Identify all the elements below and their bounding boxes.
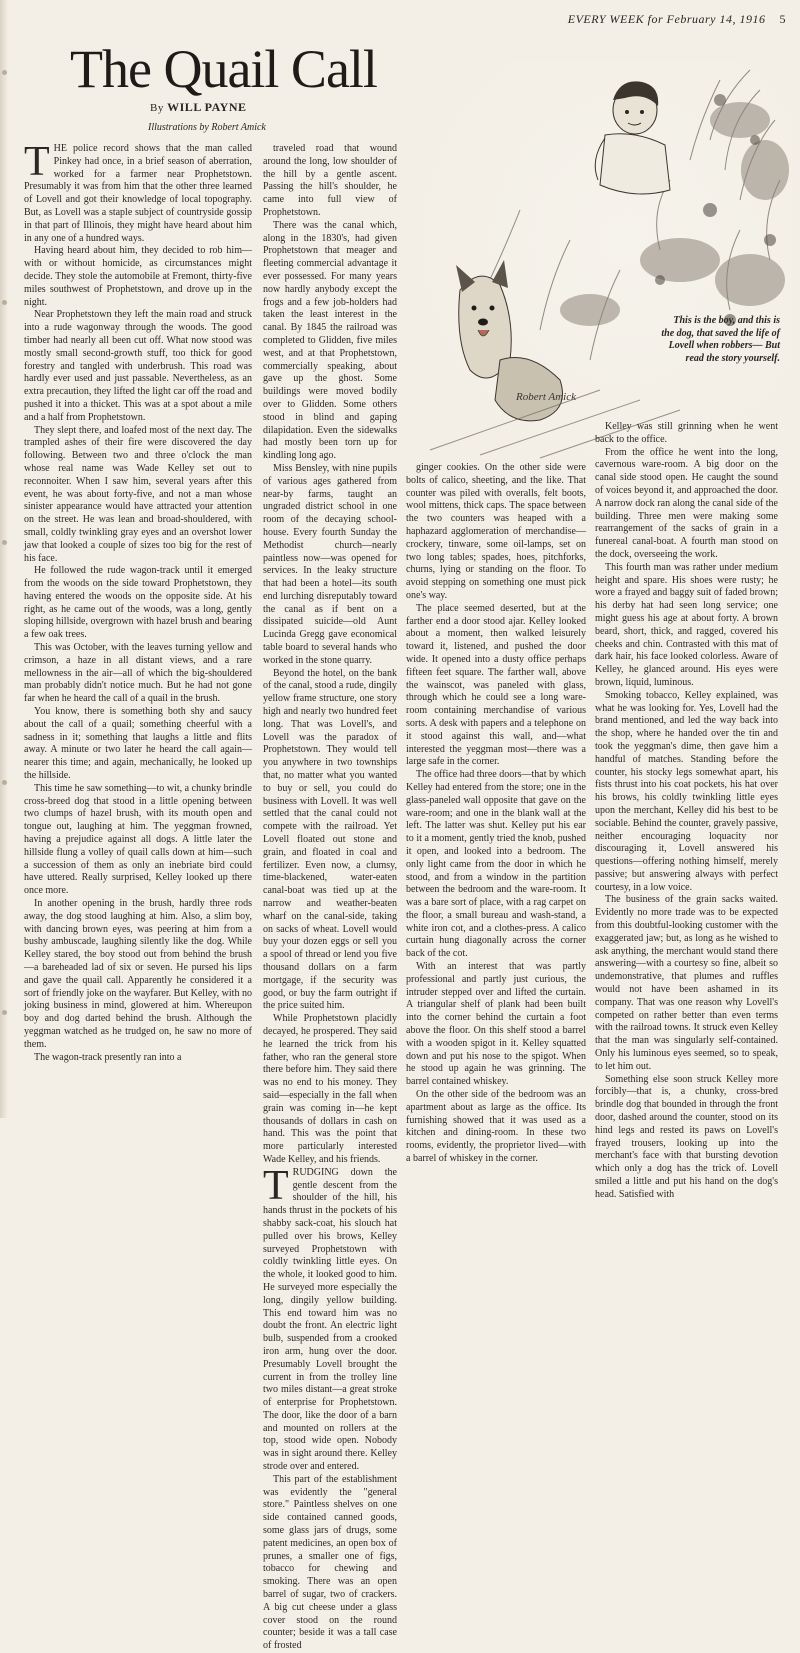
binding-hole (2, 1010, 7, 1015)
illustrator-credit: Illustrations by Robert Amick (148, 122, 266, 133)
paragraph: In another opening in the brush, hardly three rods away, the dog stood laughing at him. Also, a slim boy, with dancing brown eyes, was peering at him from a bushy ambuscade, laughing silently like the dog. While Kelley stared, the boy stood out from behind the brush—a bareheaded lad of six or seven. He pursed his lips and gave the quail call. Apparently he considered it a sort of friendly joke on the wayfarer. But Kelley, with no joking business in mind, glowered at him. Whereupon boy and dog darted behind the brush. Although the yeggman watched as he trudged on, he saw no more of them. (24, 898, 252, 1050)
drop-cap: T (263, 1162, 289, 1209)
paragraph: This was October, with the leaves turning yellow and crimson, a haze in all distant views, and a rare mellowness in the air—all of which the big-shouldered man probably didn't notice much. But he had not gone far when he heard the call of a quail in the brush. (24, 642, 252, 705)
text-column-3 (406, 462, 586, 1165)
binding-hole (2, 780, 7, 785)
paragraph: Having heard about him, they decided to rob him—with or without homicide, as circumstances might decide. They stole the automobile at Fremont, thirty-five miles southwest of Prophetstown, and drove up in the night. (24, 245, 252, 308)
paragraph: The wagon-track presently ran into a (34, 1051, 182, 1063)
binding-edge (0, 0, 8, 1118)
illustration-caption: This is the boy, and this is the dog, that saved the life of Lovell when robbers— But read the story yourself. (661, 315, 780, 364)
paragraph: You know, there is something both shy and saucy about the call of a quail; something cheerful with a sadness in it; something that laughs a little and flits away. A minute or two later he heard the call again—nearer this time; and again, mechanically, he looked up the hillside. (24, 706, 252, 782)
binding-hole (2, 70, 7, 75)
text-column-2 (263, 143, 397, 1652)
artist-signature: Robert Amick (516, 391, 576, 403)
paragraph: Kelley was still grinning when he went back to the office. (595, 421, 778, 445)
paragraph: This time he saw something—to wit, a chunky brindle cross-breed dog that stood in a little opening between two clumps of hazel brush, with its mouth open and tongue out, laughing at him. The yeggman frowned, having a prejudice against all dogs. A little later the hillside flung a volley of quail calls down at him—such a succession of them as only an inebriate bird could have uttered. Really surprised, Kelley looked up there once more. (24, 782, 252, 897)
paragraph: The place seemed deserted, but at the farther end a door stood ajar. Kelley looked about a moment, then walked leisurely toward it, listened, and pushed the door wide. It opened into a dusty office perhaps fifteen feet square. The farther wall, above the wainscot, was paneled with glass, through which he could see a long ware-room containing merchandise of various sorts. A desk with papers and a telephone on it stood against this wall, and—what interested the yeggman most—there was a large safe in the corner. (406, 602, 586, 768)
magazine-issue: EVERY WEEK for February 14, 1916 (567, 12, 766, 26)
byline (150, 100, 247, 115)
drop-cap: T (24, 139, 50, 185)
paragraph: On the other side of the bedroom was an apartment about as large as the office. Its furnishing showed that it was used as a kitchen and dining-room. In these two rooms, evidently, the proprietor lived—with a barrel of whiskey in the corner. (406, 1089, 586, 1165)
paragraph: Beyond the hotel, on the bank of the canal, stood a rude, dingily yellow frame structure, one story high and nearly two hundred feet long. That was Lovell's, and Lovell was the paradox of Prophetstown. They would tell you anywhere in two townships that, no matter what you wanted to buy or sell, you could do business with Lovell. It was well settled that the canal could not compete with the railroad. Yet Lovell floated out stone and grain, and floated in coal and fertilizer. Even now, a clumsy, time-blackened, water-eaten canal-boat was tied up at the narrow and weather-beaten wharf on the canal-side, taking on sacks of wheat. Lovell would buy your dozen eggs or sell you a spool of thread or lend you five thousand dollars on a farm mortgage, if the security was good, or buy the farm outright if the price suited him. (263, 667, 397, 1012)
paragraph: Near Prophetstown they left the main road and struck into a rude wagonway through the woods. The good timber had nearly all been cut off. What now stood was mostly small second-growth stuff, too thick for good forestry and tangled with underbrush. This road was hardly ever used and just passable. Nevertheless, as an extra precaution, they lifted the light car off the road and pushed it into a thicket. This was at a spot about a mile and a half from Prophetstown. (24, 309, 252, 423)
text-column-4 (595, 421, 778, 1200)
byline-by: By (150, 102, 164, 114)
binding-hole (2, 300, 7, 305)
binding-hole (2, 540, 7, 545)
paragraph: While Prophetstown placidly decayed, he prospered. They said he learned the trick from his father, who ran the general store there before him. They said there was no end to his money. They said—especially in the fall when grain was coming in—he kept thousands of dollars in cash on hand. This was the point that more particularly interested Wade Kelley, and his friends. (263, 1013, 397, 1165)
paragraph: This fourth man was rather under medium height and spare. His shoes were rusty; he wore a frayed and baggy suit of faded brown; his derby hat had seen long service; one might guess his age at about forty. A brown beard, short, thick, and ragged, covered his cheeks and chin. Contrasted with this mat of dark hair, his face looked colorless. Aware of Kelley, he glanced around. His eyes were brown, liquid, luminous. (595, 561, 778, 688)
paragraph: With an interest that was partly professional and partly just curious, the intruder stepped over and lifted the curtain. A triangular shelf of plank had been built into the corner behind the curtain a foot above the floor. On this shelf stood a barrel with a wooden spigot in it. Kelley squatted down and put his nose to the spigot. When he stood up again he was grinning. The barrel contained whiskey. (406, 961, 586, 1088)
paragraph: traveled road that wound around the long, low shoulder of the hill by a gentle ascent. Passing the hill's shoulder, he came into full view of Prophetstown. (263, 143, 397, 218)
paragraph: Something else soon struck Kelley more forcibly—that is, a chunky, cross-bred brindle dog that bounded in through the front door, dashed around the counter, stood on its hind legs and rested its paws on Lovell's frayed trousers, looking up into the merchant's face with that bursting devotion which only a dog has the trick of. Lovell smiled a little and put his hand on the dog's head. Satisfied with (595, 1073, 778, 1200)
paragraph: The business of the grain sacks waited. Evidently no more trade was to be expected from this doubtful-looking customer with the exaggerated jaw; but, as long as he wished to ask anything, the merchant would stand there answering—with a courtesy so fine, albeit so undemonstrative, that plumes and ruffles would not have been ashamed in its company. That was one reason why Lovell's competed on rather better than even terms with the railroad towns. It struck even Kelley that the man was singularly self-contained. Only his luminous eyes seemed, so to speak, to let him out. (595, 894, 778, 1072)
paragraph: Smoking tobacco, Kelley explained, was what he was looking for. Yes, Lovell had the brand mentioned, and led the way back into the shop, where he handed over the tin and took the yeggman's dime, then gave him a handful of matches. Standing before the counter, his stocky legs somewhat apart, his fists thrust into his coat pockets, his hat over his brows, his coldly twinkling little eyes upon the merchant, Kelley did his best to be sociable. Behind the counter, gravely passive, neither encouraging loquacity nor discouraging it, Lovell answered his questions—offering nothing himself, merely passive; but answering always with perfect courtesy, in a low voice. (595, 689, 778, 893)
paragraph: The office had three doors—that by which Kelley had entered from the store; one in the glass-paneled wall opposite that gave on the ware-room; and one in the blank wall at the left. The latter was shut. Kelley put his ear to it a moment, gently tried the knob, pushed it open, and looked into a bedroom. The only light came from the door in which he stood, and from a window in the partition between the bedroom and the ware-room. It was a bare sort of place, with a rag carpet on the floor, a small bureau and wash-stand, a white iron cot, and a clothes-press. A calico curtain hung diagonally across the corner back of the cot. (406, 769, 586, 960)
illustration-boy-and-dog (420, 60, 792, 460)
paragraph: They slept there, and loafed most of the next day. The trampled ashes of their fire were discovered the day following. Between two and three o'clock the man whose real name was Wade Kelley set out to reconnoiter. When I saw him, several years after this event, he was about forty-five, and not a man whose sinister appearance would have attracted your attention on the street. He was lean and broad-shouldered, with small, coldly twinkling gray eyes and an overshot lower jaw that looked a couple of sizes too big for the rest of his face. (24, 424, 252, 564)
story-title: The Quail Call (70, 39, 377, 99)
author-name: WILL PAYNE (167, 100, 247, 114)
page-number: 5 (779, 12, 786, 26)
running-header (568, 12, 786, 27)
paragraph: He followed the rude wagon-track until it emerged from the woods on the side toward Prophetstown, they having entered the woods on the opposite side. At his right, as he came out of the woods, was a long, gently sloping hillside, overgrown with hazel brush and bearing a few oak trees. (24, 565, 252, 641)
text-column-1 (24, 139, 252, 1105)
paragraph: ginger cookies. On the other side were bolts of calico, sheeting, and the like. That counter was piled with overalls, felt boots, wool mittens, thick caps. The space between the two counters was heaped with a haphazard agglomeration of merchandise—crockery, tinware, some oil-lamps, set on two long tables; spades, hoes, pitchforks, churns, lying or standing on the floor. To avoid stepping on something one must pick one's way. (406, 462, 586, 601)
paragraph: From the office he went into the long, cavernous ware-room. A big door on the canal side stood open. He caught the sound of voices beyond it, and approached the door. A narrow dock ran along the canal side of the building. Three men were making some rearrangement of the sacks of grain in a funereal canal-boat. A fourth man stood on the dock, overseeing the work. (595, 446, 778, 560)
paragraph: THE police record shows that the man called Pinkey had once, in a brief season of aberration, worked for a farmer near Prophetstown. Presumably it was from him that the other three learned of Lovell and got their knowledge of local topography. But, as Lovell was a staple subject of countryside gossip in that part of Illinois, they might have heard about him in any one of a hundred ways. (24, 139, 252, 244)
paragraph: TRUDGING down the gentle descent from the shoulder of the hill, his hands thrust in the pockets of his shabby sack-coat, his slouch hat pulled over his brows, Kelley surveyed Prophetstown with coldly twinkling little eyes. On the whole, it looked good to him. He surveyed more especially the long, dingily yellow building. This end toward him was no doubt the front. An electric light bulb, suspended from a crooked iron arm, hung over the door. Presumably Lovell brought the current in from the trolley line two miles distant—a great stroke of enterprise for Prophetstown. The door, like the door of a barn and mounted on rollers at the top, stood wide open. Nobody was in sight around there. Kelley strode over and entered. (263, 1162, 397, 1473)
paragraph: This part of the establishment was evidently the "general store." Paintless shelves on one side contained canned goods, some glass jars of drugs, some patent medicines, an open box of prunes, a smaller one of figs, tobacco for chewing and smoking. There was an open barrel of sugar, two of crackers. A big cut cheese under a glass cover stood on the round counter; beside it was a tall case of frosted (263, 1473, 397, 1652)
paragraph: There was the canal which, along in the 1830's, had given Prophetstown that meager and fleeting commercial advantage it ever possessed. For many years now hardly anybody except the frogs and a few job-holders had taken the least interest in the canal. By 1845 the railroad was completed to Glidden, five miles west, and at that Prophetstown, commercially speaking, about gave up the ghost. Some buildings were moved bodily over to Glidden. Some others stood in blind and gaping dilapidation. Even the sidewalks had mostly been torn up for kindling long ago. (263, 219, 397, 462)
paragraph: Miss Bensley, with nine pupils of various ages gathered from near-by farms, taught an ungraded district school in one room of the decaying school-house. Every fourth Sunday the Methodist church—nearly paintless now—was opened for services. In the leaky structure that had been a hotel—its south end lurching disreputably toward the canal as if bent on a dissipated suicide—old Aunt Lucinda Gregg gave economical table board to several hands who worked in the stone quarry. (263, 462, 397, 666)
